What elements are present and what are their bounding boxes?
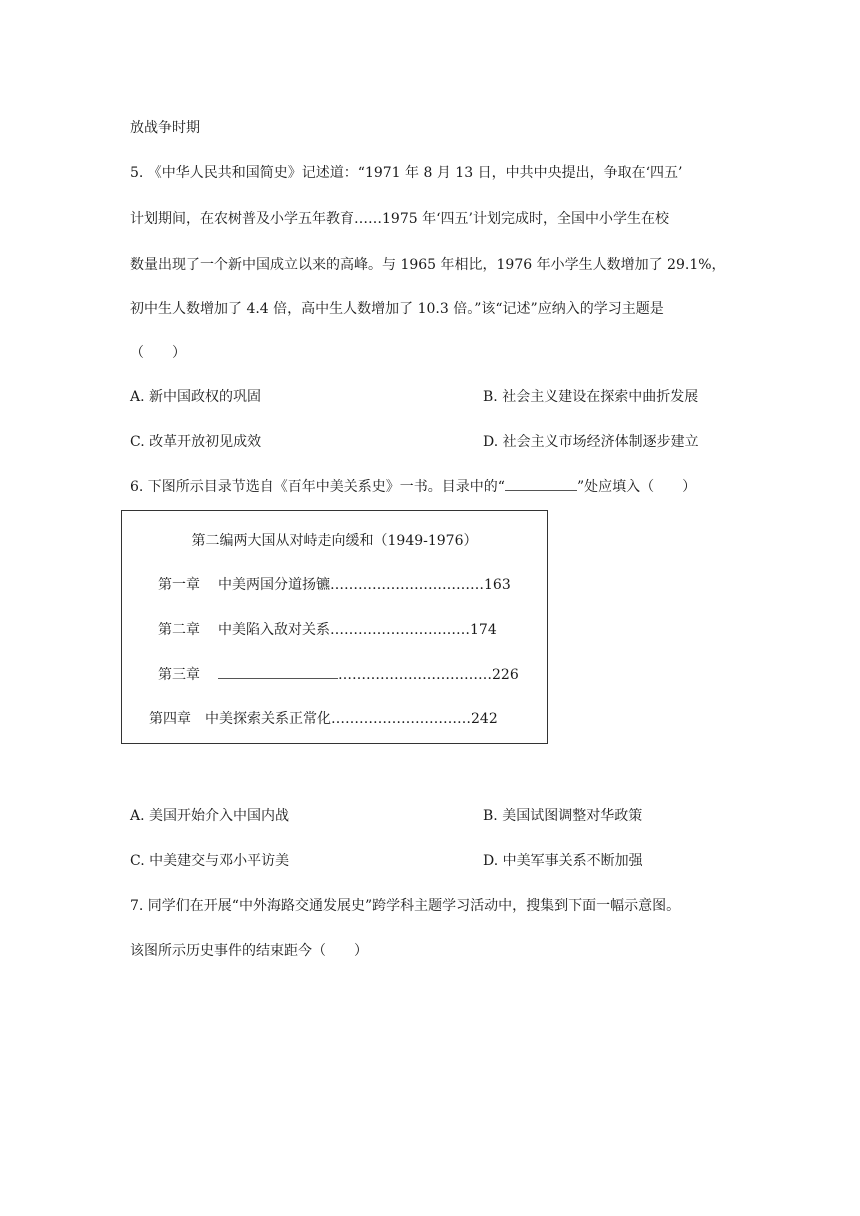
q5-option-b[interactable]: B. 社会主义建设在探索中曲折发展	[483, 389, 699, 405]
q7-line-1: 7. 同学们在开展“中外海路交通发展史”跨学科主题学习活动中，搜集到下面一幅示意图。	[130, 898, 681, 914]
q4-tail: 放战争时期	[130, 120, 200, 136]
q6-option-b[interactable]: B. 美国试图调整对华政策	[483, 808, 643, 824]
toc-ch1-text: 中美两国分道扬镳……………………………163	[218, 577, 511, 593]
toc-ch3-label: 第三章	[158, 667, 200, 683]
toc-ch4-label: 第四章	[149, 711, 191, 727]
q6-option-c[interactable]: C. 中美建交与邓小平访美	[130, 853, 290, 869]
q5-option-d[interactable]: D. 社会主义市场经济体制逐步建立	[483, 434, 699, 450]
toc-ch2-label: 第二章	[158, 622, 200, 638]
toc-chapter-3	[158, 665, 519, 685]
q5-line-3: 数量出现了一个新中国成立以来的高峰。与 1965 年相比，1976 年小学生人数增加了 29.1%，	[130, 257, 726, 273]
toc-box	[121, 510, 548, 744]
q6-stem-after: ”处应填入（ ）	[576, 479, 697, 495]
q5-option-a[interactable]: A. 新中国政权的巩固	[130, 389, 262, 405]
q6-option-a[interactable]: A. 美国开始介入中国内战	[130, 808, 290, 824]
toc-chapter-4	[149, 709, 498, 729]
q5-line-4: 初中生人数增加了 4.4 倍，高中生人数增加了 10.3 倍。”该“记述”应纳入的学习主题是	[130, 301, 664, 317]
q5-line-5: （ ）	[130, 345, 186, 361]
q6-stem-blank	[505, 478, 577, 491]
toc-ch3-blank[interactable]	[218, 666, 338, 679]
q6-stem	[130, 477, 696, 497]
toc-chapter-1	[158, 575, 511, 595]
q5-line-1: 5. 《中华人民共和国简史》记述道：“1971 年 8 月 13 日，中共中央提出，争取在‘四五’	[130, 165, 683, 181]
toc-title: 第二编两大国从对峙走向缓和（1949-1976）	[191, 533, 478, 549]
q5-line-2: 计划期间，在农树普及小学五年教育……1975 年‘四五’计划完成时，全国中小学生在校	[130, 211, 669, 227]
q5-option-c[interactable]: C. 改革开放初见成效	[130, 434, 262, 450]
q7-line-2: 该图所示历史事件的结束距今（ ）	[130, 943, 368, 959]
q6-stem-before: 6. 下图所示目录节选自《百年中美关系史》一书。目录中的“	[130, 479, 505, 495]
toc-chapter-2	[158, 620, 497, 640]
toc-ch4-text: 中美探索关系正常化…………………………242	[205, 711, 498, 727]
q6-option-d[interactable]: D. 中美军事关系不断加强	[483, 853, 643, 869]
toc-ch2-text: 中美陷入敌对关系…………………………174	[218, 622, 497, 638]
toc-ch3-dots: ……………………………226	[338, 667, 519, 683]
toc-ch1-label: 第一章	[158, 577, 200, 593]
